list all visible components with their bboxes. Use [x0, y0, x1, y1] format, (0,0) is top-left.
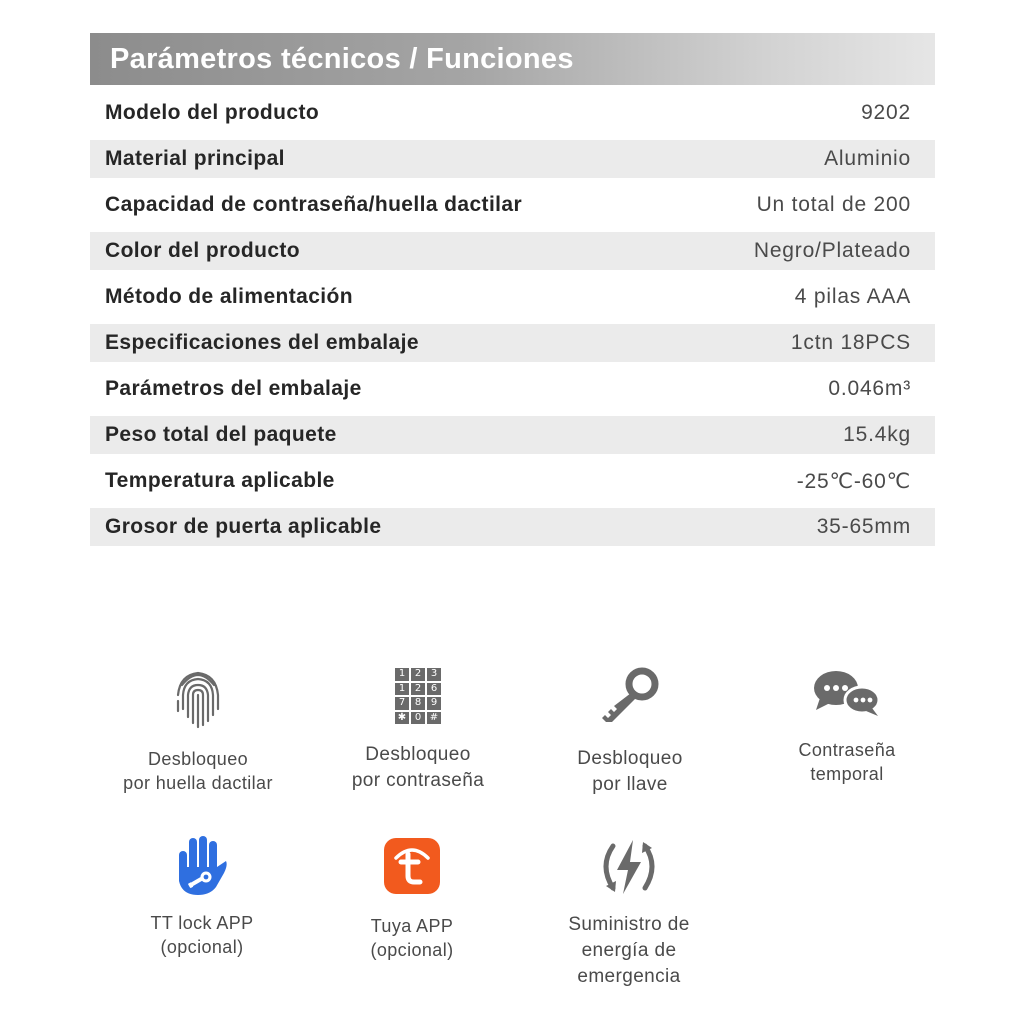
- feature-label-line: Suministro de: [568, 914, 690, 935]
- keypad-key: 1: [395, 668, 409, 681]
- spec-label: Grosor de puerta aplicable: [105, 515, 382, 538]
- keypad-key: ✱: [395, 712, 409, 725]
- feature-label-line: Contraseña: [798, 740, 896, 760]
- keypad-key: 3: [427, 668, 441, 681]
- keypad-icon: [395, 668, 441, 724]
- feature-label-line: por llave: [592, 774, 668, 795]
- feature-label-line: energía de: [581, 940, 677, 961]
- spec-label: Color del producto: [105, 239, 301, 262]
- feature-ttlock: [92, 835, 312, 959]
- tuya-app-icon: [384, 838, 440, 894]
- spec-label: Especificaciones del embalaje: [105, 331, 419, 354]
- feature-label-line: emergencia: [577, 966, 681, 987]
- emergency-power-icon: [597, 836, 661, 898]
- spec-value: Un total de 200: [756, 193, 911, 216]
- feature-label-line: por huella dactilar: [123, 773, 273, 793]
- spec-value: Aluminio: [824, 147, 911, 170]
- feature-fingerprint: [88, 665, 308, 795]
- feature-emergency-power: [519, 836, 739, 990]
- spec-value: 35-65mm: [816, 515, 911, 538]
- spec-value: Negro/Plateado: [753, 239, 911, 262]
- feature-label-line: (opcional): [160, 937, 244, 957]
- feature-label-line: temporal: [810, 764, 884, 784]
- key-icon: [598, 666, 662, 728]
- feature-label-line: por contraseña: [351, 770, 485, 791]
- spec-label: Peso total del paquete: [105, 423, 337, 446]
- keypad-key: 6: [427, 683, 441, 696]
- spec-label: Material principal: [105, 147, 285, 170]
- spec-value: 9202: [861, 101, 911, 124]
- keypad-key: 7: [395, 697, 409, 710]
- keypad-key: #: [427, 712, 441, 725]
- spec-label: Temperatura aplicable: [105, 469, 335, 492]
- keypad-key: 1: [395, 683, 409, 696]
- fingerprint-icon: [168, 665, 228, 731]
- feature-key: [520, 666, 740, 798]
- feature-label-line: TT lock APP: [150, 913, 254, 933]
- spec-value: -25℃-60℃: [796, 469, 911, 493]
- ttlock-hand-icon: [176, 835, 228, 897]
- feature-temp-password: [737, 668, 957, 786]
- spec-label: Capacidad de contraseña/huella dactilar: [105, 193, 523, 216]
- keypad-key: 0: [411, 712, 425, 725]
- spec-value: 1ctn 18PCS: [790, 331, 911, 354]
- keypad-key: 2: [411, 668, 425, 681]
- spec-label: Modelo del producto: [105, 101, 320, 124]
- section-title: Parámetros técnicos / Funciones: [110, 42, 574, 75]
- feature-label-line: Tuya APP: [370, 916, 454, 936]
- feature-label-line: Desbloqueo: [577, 748, 683, 769]
- chat-bubbles-icon: [810, 668, 884, 718]
- keypad-key: 9: [427, 697, 441, 710]
- feature-keypad: [308, 668, 528, 794]
- spec-label: Método de alimentación: [105, 285, 353, 308]
- feature-tuya: [302, 838, 522, 962]
- keypad-key: 2: [411, 683, 425, 696]
- feature-label-line: (opcional): [370, 940, 454, 960]
- feature-label-line: Desbloqueo: [365, 744, 471, 765]
- spec-label: Parámetros del embalaje: [105, 377, 362, 400]
- feature-label-line: Desbloqueo: [147, 749, 249, 769]
- keypad-key: 8: [411, 697, 425, 710]
- spec-value: 0.046m³: [828, 377, 911, 400]
- spec-value: 15.4kg: [843, 423, 911, 446]
- spec-value: 4 pilas AAA: [794, 285, 911, 308]
